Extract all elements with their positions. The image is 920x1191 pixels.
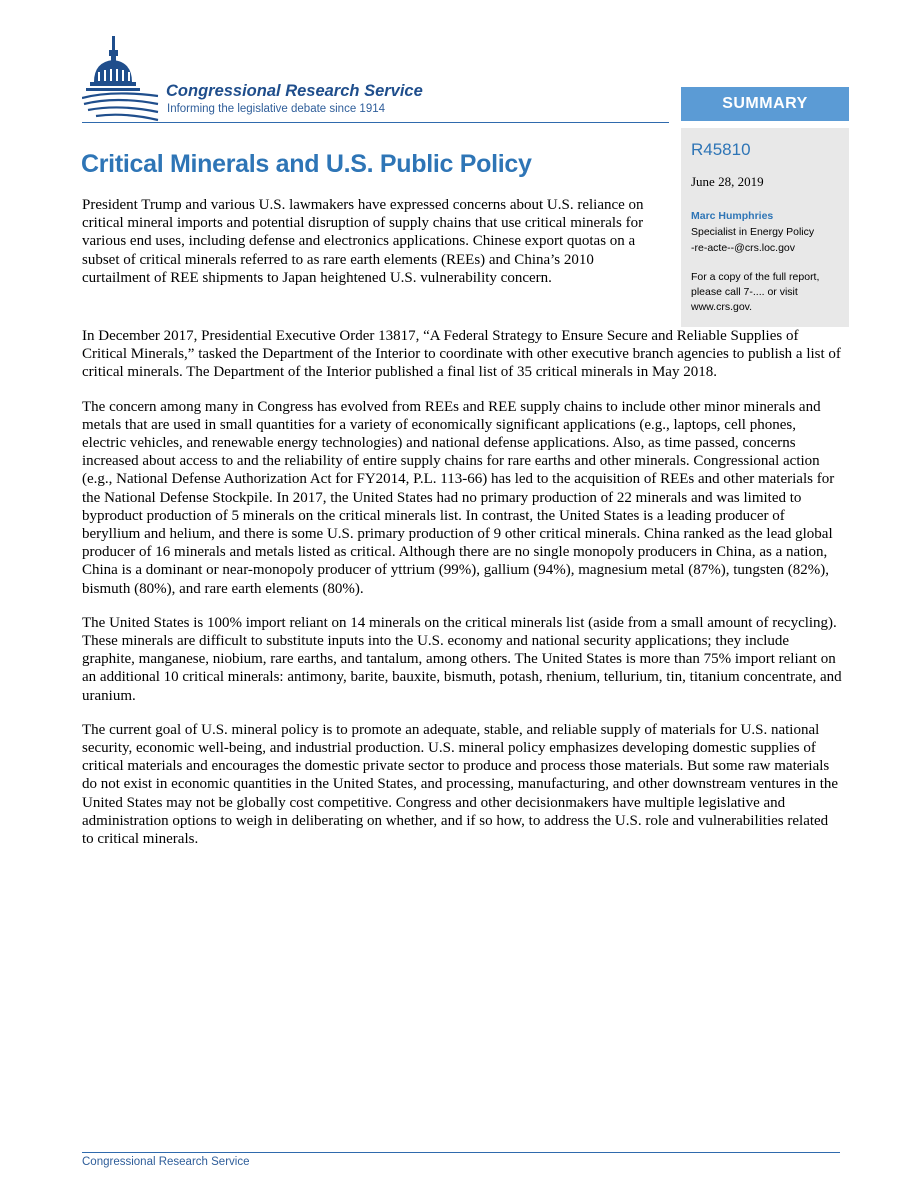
footer-divider (82, 1152, 840, 1153)
capitol-dome-icon (82, 34, 162, 122)
paragraph: The United States is 100% import reliant on 14 minerals on the critical minerals list (aside from a small amount of recycling). These minerals are difficult to substitute inputs into the U.S. economy and national security applications; they include graphite, manganese, niobium, rare earths, and tantalum, among others. The United States is more than 75% import reliant on an additional 10 critical minerals: antimony, barite, bauxite, bismuth, potash, rhenium, tellurium, tin, titanium concentrate, and uranium. (82, 614, 842, 704)
page-title: Critical Minerals and U.S. Public Policy (81, 150, 532, 178)
header-divider (82, 122, 669, 123)
org-name: Congressional Research Service (166, 82, 423, 100)
summary-sidebar (681, 87, 849, 327)
report-number: R45810 (691, 140, 751, 159)
footer-text: Congressional Research Service (82, 1156, 250, 1168)
report-info-panel (681, 128, 849, 327)
paragraph: In December 2017, Presidential Executive Order 13817, “A Federal Strategy to Ensure Secure and Reliable Supplies of Critical Minerals,” tasked the Department of the Interior to coordinate with other executive branch agencies to publish a list of critical minerals. The Department of the Interior published a final list of 35 critical minerals in May 2018. (82, 328, 841, 381)
summary-label: SUMMARY (681, 87, 849, 121)
summary-intro (82, 196, 662, 287)
author-name: Marc Humphries (691, 210, 774, 222)
crs-logo[interactable] (82, 34, 482, 122)
org-tagline: Informing the legislative debate since 1914 (167, 103, 386, 115)
author-email[interactable]: -re-acte--@crs.loc.gov (691, 242, 796, 254)
paragraph: The current goal of U.S. mineral policy is to promote an adequate, stable, and reliable supply of materials for U.S. national security, economic well-being, and industrial production. U.S. mineral policy emphasizes developing domestic supplies of critical materials and encourages the domestic private sector to produce and process those materials. But some raw materials do not exist in economic quantities in the United States, and processing, manufacturing, and other downstream ventures in the United States may not be globally cost competitive. Congress and other decisionmakers have multiple legislative and administration options to weigh in deliberating on whether, and if so how, to address the U.S. role and vulnerabilities related to critical minerals. (82, 721, 839, 848)
summary-body (82, 327, 842, 864)
report-date: June 28, 2019 (691, 174, 764, 189)
author-block (691, 208, 839, 256)
paragraph: The concern among many in Congress has evolved from REEs and REE supply chains to include other minor minerals and metals that are used in small quantities for a variety of economically significant applications (e.g., laptops, cell phones, electric vehicles, and renewable energy technologies) and national defense applications. Also, as time passed, concerns increased about access to and the reliability of entire supply chains for rare earths and other minerals. Congressional action (e.g., National Defense Authorization Act for FY2014, P.L. 113-66) has led to the acquisition of REEs and other materials for the National Defense Stockpile. In 2017, the United States had no primary production of 22 minerals and was limited to byproduct production of 5 minerals on the critical minerals list. In contrast, the United States is a leading producer of beryllium and helium, and there is some U.S. primary production of 9 other critical minerals. China ranked as the lead global producer of 16 minerals and metals listed as critical. Although there are no single monopoly producers in China, as a nation, China is a dominant or near-monopoly producer of yttrium (99%), gallium (94%), magnesium metal (87%), tungsten (82%), bismuth (80%), and rare earth elements (80%). (82, 398, 835, 597)
paragraph: President Trump and various U.S. lawmakers have expressed concerns about U.S. reliance on critical mineral imports and potential disruption of supply chains that use critical minerals for various end uses, including defense and electronics applications. Chinese export quotas on a subset of critical minerals referred to as rare earth elements (REEs) and China’s 2010 curtailment of REE shipments to Japan heightened U.S. vulnerability concern. (82, 197, 644, 286)
full-report-note: For a copy of the full report, please call 7-.... or visit www.crs.gov. (691, 271, 820, 313)
author-title: Specialist in Energy Policy (691, 226, 815, 238)
